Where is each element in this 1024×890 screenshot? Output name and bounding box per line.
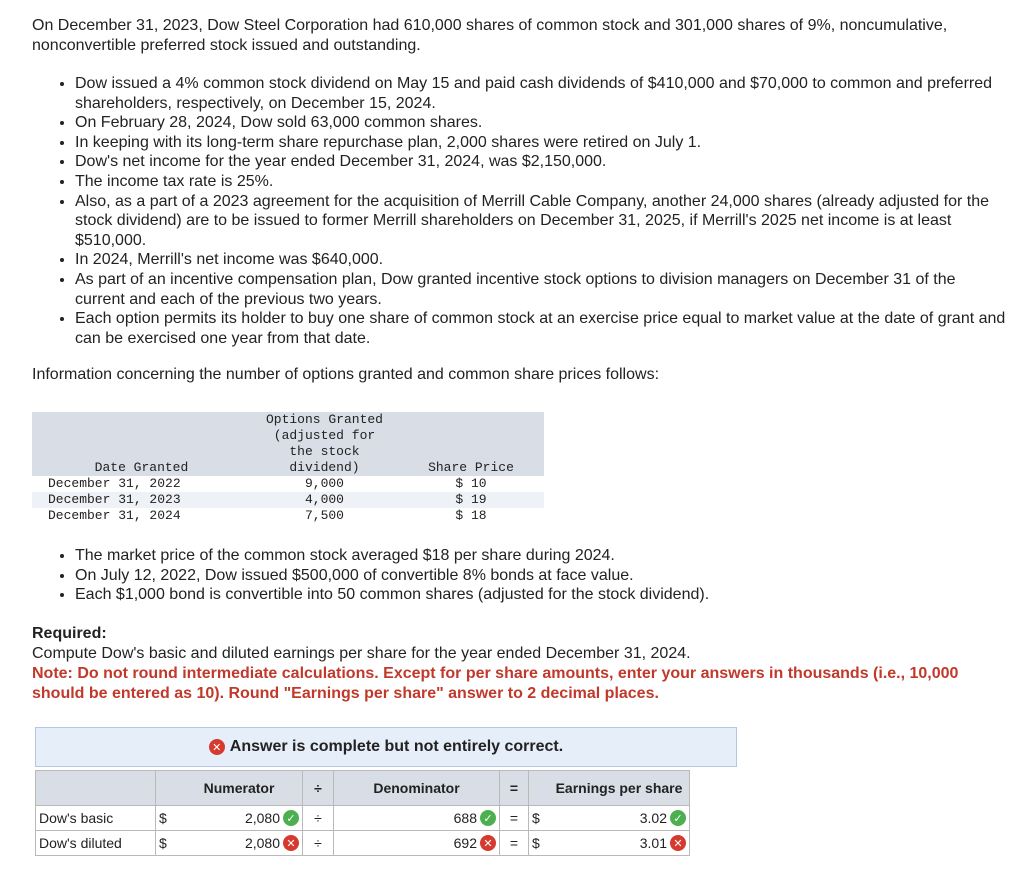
options-table-wrapper <box>32 412 544 524</box>
check-circle-icon: ✓ <box>670 810 686 826</box>
market-facts-list <box>32 546 1024 605</box>
list-item: • Also, as a part of a 2023 agreement for the acquisition of Merrill Cable Company, another 24,000 shares (already adjusted for the stock dividend) are to be issued to former Merrill shareholders on December 31, 2025, if Merrill's 2025 net income is at least $510,000. <box>75 192 1007 251</box>
cell-options: 7,500 <box>304 508 344 523</box>
intro-paragraph: On December 31, 2023, Dow Steel Corporation had 610,000 shares of common stock and 301,000 shares of 9%, noncumulative, nonconvertible preferred stock issued and outstanding. <box>32 17 948 54</box>
diluted-numerator-value: 2,080 <box>244 835 280 851</box>
facts-list <box>32 74 1007 348</box>
basic-eps-input[interactable] <box>549 806 690 831</box>
cell-date: December 31, 2024 <box>48 508 181 523</box>
table-row <box>32 492 544 508</box>
list-item: • The income tax rate is 25%. <box>75 172 1007 192</box>
list-item: • Each option permits its holder to buy one share of common stock at an exercise price equal to market value at the date of grant and can be exercised one year from that date. <box>75 309 1007 348</box>
list-item: • Dow issued a 4% common stock dividend on May 15 and paid cash dividends of $410,000 and $70,000 to common and preferred shareholders, respectively, on December 15, 2024. <box>75 74 1007 113</box>
cell-options: 4,000 <box>251 492 398 508</box>
cell-price: $ 10 <box>455 476 487 491</box>
problem-page <box>32 16 1007 851</box>
basic-eps-value: 3.02 <box>639 810 667 826</box>
note-text: Note: Do not round intermediate calculations. Except for per share amounts, enter your answers in thousands (i.e., 10,000 should be entered as 10). Round "Earnings per share" answer to 2 decimal places. <box>32 665 959 702</box>
info-line: Information concerning the number of options granted and common share prices follows: <box>32 366 660 384</box>
divide-sign: ÷ <box>303 831 334 856</box>
list-item: • On July 12, 2022, Dow issued $500,000 of convertible 8% bonds at face value. <box>75 566 1024 586</box>
required-text: Compute Dow's basic and diluted earnings per share for the year ended December 31, 2024. <box>32 645 691 662</box>
basic-denominator-input[interactable] <box>334 806 500 831</box>
table-header-row <box>32 412 544 476</box>
required-section <box>32 624 1007 704</box>
dollar-sign: $ <box>156 806 177 831</box>
x-circle-icon: ✕ <box>209 739 225 755</box>
list-item: • On February 28, 2024, Dow sold 63,000 common shares. <box>75 113 1007 133</box>
banner-text: Answer is complete but not entirely correct. <box>229 738 564 755</box>
divide-sign: ÷ <box>303 806 334 831</box>
header-blank <box>156 771 177 806</box>
list-item: • As part of an incentive compensation plan, Dow granted incentive stock options to division managers on December 31 of the current and each of the previous two years. <box>75 270 1007 309</box>
cell-date: December 31, 2022 <box>48 476 181 491</box>
cell-date: December 31, 2023 <box>32 492 251 508</box>
options-table <box>32 412 544 524</box>
diluted-eps-value: 3.01 <box>639 835 667 851</box>
required-label: Required: <box>32 625 107 642</box>
header-share-price: Share Price <box>398 412 544 476</box>
diluted-eps-input[interactable] <box>549 831 690 856</box>
list-item: • Each $1,000 bond is convertible into 50 common shares (adjusted for the stock dividend). <box>75 585 1024 605</box>
basic-numerator-value: 2,080 <box>244 810 280 826</box>
cell-price: $ 19 <box>398 492 544 508</box>
table-row <box>32 508 544 524</box>
basic-denominator-value: 688 <box>453 810 477 826</box>
x-circle-icon: ✕ <box>283 835 299 851</box>
header-blank <box>36 771 156 806</box>
row-label-basic: Dow's basic <box>36 806 156 831</box>
table-header-row <box>36 771 690 806</box>
diluted-numerator-input[interactable] <box>176 831 303 856</box>
check-circle-icon: ✓ <box>480 810 496 826</box>
header-equals: = <box>500 771 529 806</box>
list-item: • In keeping with its long-term share repurchase plan, 2,000 shares were retired on July 1. <box>75 133 1007 153</box>
header-numerator: Numerator <box>176 771 303 806</box>
diluted-denominator-input[interactable] <box>334 831 500 856</box>
check-circle-icon: ✓ <box>283 810 299 826</box>
cell-options: 9,000 <box>304 476 344 491</box>
equals-sign: = <box>500 831 529 856</box>
equals-sign: = <box>500 806 529 831</box>
header-blank <box>529 771 550 806</box>
x-circle-icon: ✕ <box>670 835 686 851</box>
table-row <box>36 831 690 856</box>
dollar-sign: $ <box>529 831 550 856</box>
table-row <box>36 806 690 831</box>
header-denominator: Denominator <box>334 771 500 806</box>
x-circle-icon: ✕ <box>480 835 496 851</box>
dollar-sign: $ <box>156 831 177 856</box>
eps-answer-table <box>35 770 690 856</box>
dollar-sign: $ <box>529 806 550 831</box>
row-label-diluted: Dow's diluted <box>36 831 156 856</box>
header-eps: Earnings per share <box>549 771 690 806</box>
basic-numerator-input[interactable] <box>176 806 303 831</box>
list-item: • Dow's net income for the year ended December 31, 2024, was $2,150,000. <box>75 152 1007 172</box>
list-item: • The market price of the common stock averaged $18 per share during 2024. <box>75 546 1024 566</box>
diluted-denominator-value: 692 <box>453 835 477 851</box>
cell-price: $ 18 <box>455 508 487 523</box>
header-date-granted: Date Granted <box>32 412 251 476</box>
list-item: • In 2024, Merrill's net income was $640,000. <box>75 250 1007 270</box>
header-divide: ÷ <box>303 771 334 806</box>
table-row <box>32 476 544 492</box>
answer-status-banner <box>35 727 737 767</box>
header-options-granted: Options Granted (adjusted for the stock dividend) <box>251 412 398 476</box>
